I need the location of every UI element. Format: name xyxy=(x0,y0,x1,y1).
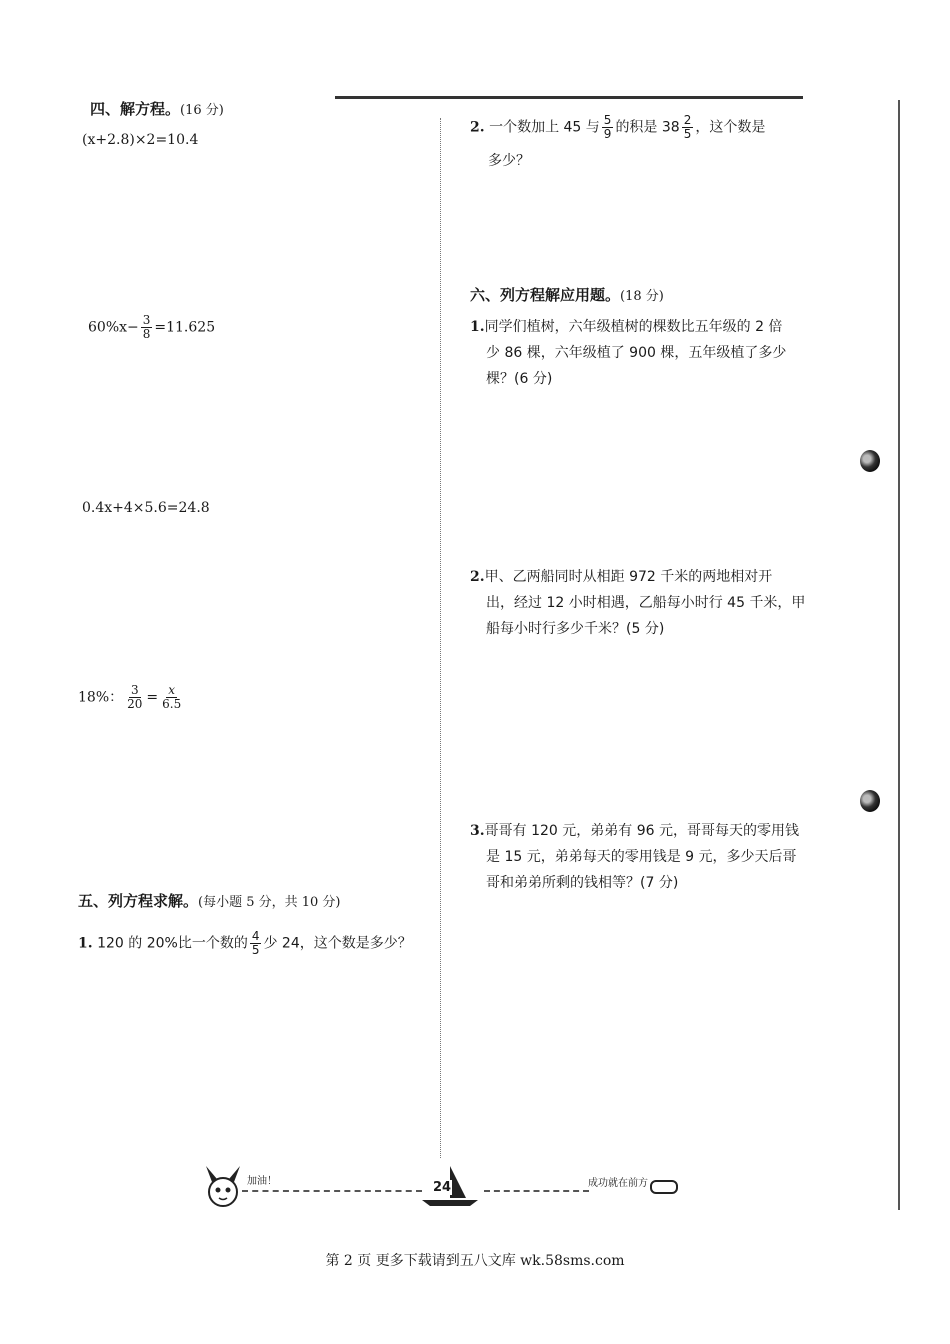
question-text: ，这个数是 xyxy=(695,119,766,136)
question-text: 120 的 20%比一个数的 xyxy=(97,935,248,952)
fraction xyxy=(250,930,262,957)
footer-text: 第 2 页 更多下载请到五八文库 wk.58sms.com xyxy=(325,1253,625,1269)
question-number: 3. xyxy=(470,823,485,839)
question-line: 甲、乙两船同时从相距 972 千米的两地相对开 xyxy=(484,569,773,585)
fraction xyxy=(141,314,153,341)
question-number: 2. xyxy=(470,119,485,136)
equation-1: (x+2.8)×2=10.4 xyxy=(82,132,199,148)
section-6-question-2 xyxy=(470,564,805,642)
question-line: 少 86 棵，六年级植了 900 棵，五年级植了多少 xyxy=(486,345,787,361)
banner-wave-left xyxy=(242,1190,422,1200)
section-5-question-1 xyxy=(78,930,412,957)
equation-2-rhs: =11.625 xyxy=(154,319,216,336)
car-icon xyxy=(650,1180,678,1194)
fraction-numerator: 2 xyxy=(683,113,692,127)
mascot-icon xyxy=(200,1162,246,1210)
fraction xyxy=(160,684,183,711)
question-line: 哥和弟弟所剩的钱相等？(7 分) xyxy=(486,875,679,891)
question-text: 的积是 38 xyxy=(615,119,680,136)
section-6-heading xyxy=(470,284,664,305)
fraction-numerator: x xyxy=(168,683,176,697)
equation-2 xyxy=(88,314,215,341)
question-line: 是 15 元，弟弟每天的零用钱是 9 元，多少天后哥 xyxy=(486,849,797,865)
banner-wave-right xyxy=(484,1190,589,1200)
section-5-title: 五、列方程求解。 xyxy=(78,892,199,910)
fraction xyxy=(602,114,614,141)
question-text: 少 24，这个数是多少？ xyxy=(263,935,412,952)
equals-sign: = xyxy=(146,689,159,706)
column-divider xyxy=(440,118,441,1158)
section-5-heading xyxy=(78,890,341,911)
question-number: 1. xyxy=(470,319,485,335)
fraction-numerator: 5 xyxy=(603,113,612,127)
fraction xyxy=(682,114,694,141)
section-6-question-1 xyxy=(470,314,786,392)
equation-2-lhs: 60%x− xyxy=(88,319,139,336)
top-rule xyxy=(335,96,803,99)
question-line: 出，经过 12 小时相遇，乙船每小时行 45 千米，甲 xyxy=(486,595,806,611)
equation-4-lhs: 18%： xyxy=(78,689,124,706)
fraction-numerator: 3 xyxy=(142,313,151,327)
question-line: 哥哥有 120 元，弟弟有 96 元，哥哥每天的零用钱 xyxy=(484,823,799,839)
fraction-denominator: 20 xyxy=(127,697,143,711)
question-text-continued: 多少？ xyxy=(488,153,530,169)
page-edge-line xyxy=(898,100,900,1210)
fraction xyxy=(125,684,144,711)
section-6-question-3 xyxy=(470,818,799,896)
section-5-question-2 xyxy=(470,114,765,141)
question-text: 一个数加上 45 与 xyxy=(489,119,600,136)
fraction-denominator: 9 xyxy=(603,127,612,141)
section-4-title: 四、解方程。 xyxy=(90,100,181,118)
fraction-denominator: 5 xyxy=(683,127,692,141)
fraction-denominator: 6.5 xyxy=(162,697,182,711)
equation-4 xyxy=(78,684,185,711)
fraction-denominator: 8 xyxy=(142,327,151,341)
question-line: 同学们植树，六年级植树的棵数比五年级的 2 倍 xyxy=(484,319,783,335)
fraction-numerator: 4 xyxy=(251,929,260,943)
banner-cheer: 加油！ xyxy=(247,1176,277,1187)
question-number: 2. xyxy=(470,569,485,585)
equation-3: 0.4x+4×5.6=24.8 xyxy=(82,500,210,516)
section-6-points: (18 分) xyxy=(620,289,664,304)
fraction-denominator: 5 xyxy=(251,943,260,957)
binder-hole-icon xyxy=(860,790,880,812)
section-4-heading xyxy=(90,98,224,119)
question-line: 船每小时行多少千米？(5 分) xyxy=(486,621,665,637)
banner-slogan: 成功就在前方 xyxy=(588,1178,648,1189)
section-6-title: 六、列方程解应用题。 xyxy=(470,286,621,304)
section-4-points: (16 分) xyxy=(180,103,224,118)
page-number: 24 xyxy=(433,1180,452,1195)
question-line: 棵？(6 分) xyxy=(486,371,553,387)
binder-hole-icon xyxy=(860,450,880,472)
section-5-points: (每小题 5 分，共 10 分) xyxy=(198,895,341,910)
fraction-numerator: 3 xyxy=(130,683,139,697)
question-number: 1. xyxy=(78,935,93,952)
